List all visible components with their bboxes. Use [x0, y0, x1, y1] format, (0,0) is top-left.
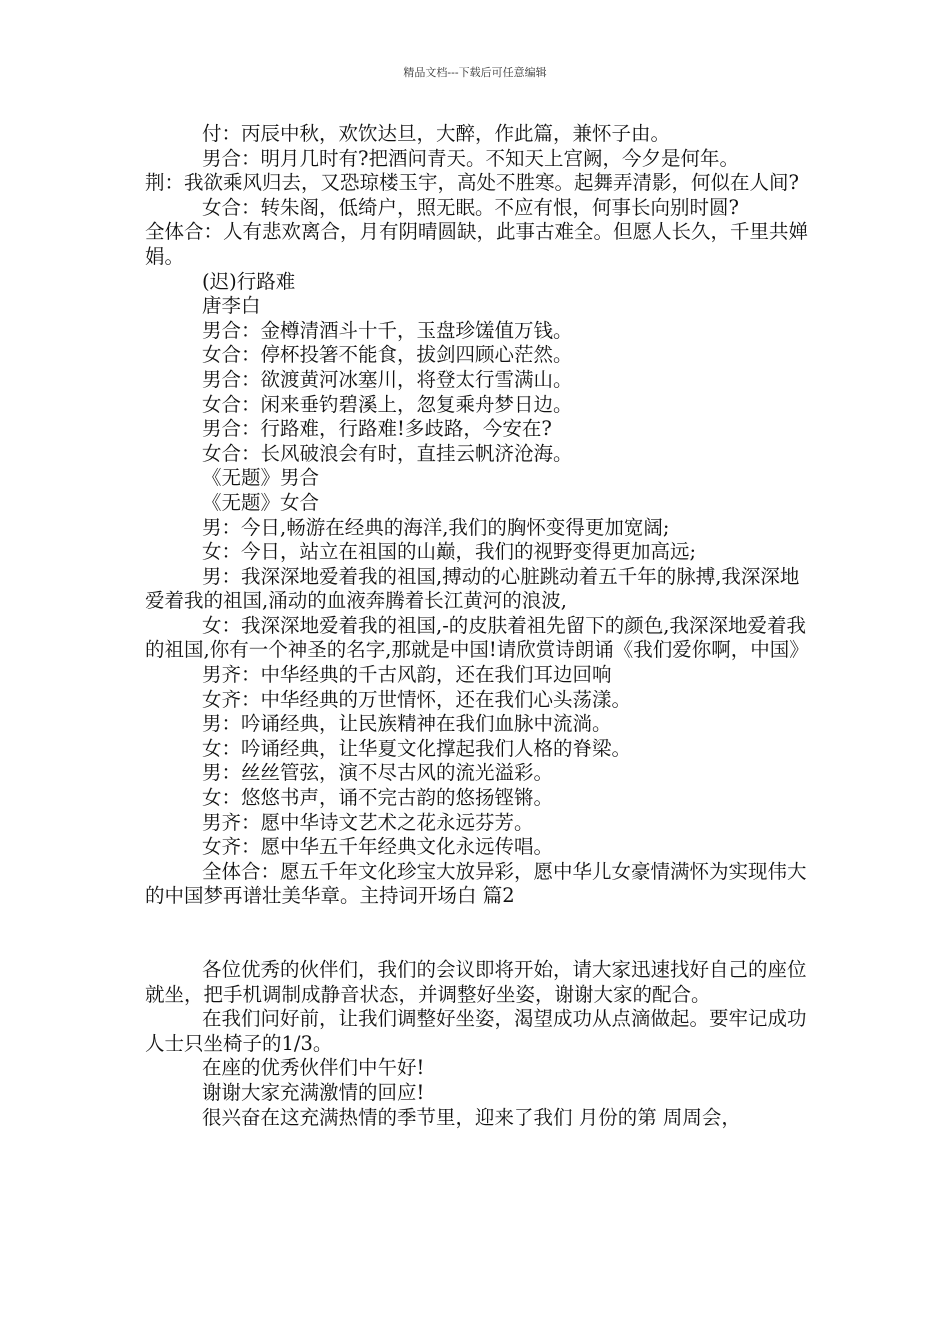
- paragraph: 男：丝丝管弦，演不尽古风的流光溢彩。: [202, 761, 554, 785]
- paragraph: 女合：转朱阁，低绮户，照无眠。不应有恨，何事长向别时圆?: [202, 195, 739, 219]
- paragraph: 女：悠悠书声，诵不完古韵的悠扬铿锵。: [202, 786, 554, 810]
- paragraph: 女合：长风破浪会有时，直挂云帆济沧海。: [202, 441, 573, 465]
- paragraph: 男合：金樽清酒斗十千，玉盘珍馐值万钱。: [202, 318, 573, 342]
- paragraph: 在座的优秀伙伴们中午好!: [202, 1056, 425, 1080]
- paragraph: 在我们问好前，让我们调整好坐姿，渴望成功从点滴做起。要牢记成功人士只坐椅子的1/3。: [145, 1007, 807, 1055]
- paragraph: 全体合：愿五千年文化珍宝大放异彩，愿中华儿女豪情满怀为实现伟大的中国梦再谱壮美华章。主持词开场白 篇2: [145, 859, 807, 908]
- paragraph: 女齐：中华经典的万世情怀，还在我们心头荡漾。: [202, 687, 632, 711]
- paragraph: 很兴奋在这充满热情的季节里，迎来了我们 月份的第 周周会，: [202, 1105, 741, 1129]
- paragraph: 男齐：中华经典的千古风韵，还在我们耳边回响: [202, 663, 612, 687]
- paragraph: 女齐：愿中华五千年经典文化永远传唱。: [202, 835, 554, 859]
- paragraph: 男：吟诵经典，让民族精神在我们血脉中流淌。: [202, 712, 612, 736]
- paragraph: 《无题》女合: [202, 490, 320, 514]
- paragraph: 谢谢大家充满激情的回应!: [202, 1080, 425, 1104]
- paragraph: 全体合：人有悲欢离合，月有阴晴圆缺，此事古难全。但愿人长久，千里共婵娟。: [145, 220, 809, 268]
- paragraph: 《无题》男合: [202, 466, 320, 490]
- paragraph: 男：今日,畅游在经典的海洋,我们的胸怀变得更加宽阔;: [202, 515, 670, 539]
- paragraph: 女合：闲来垂钓碧溪上，忽复乘舟梦日边。: [202, 392, 573, 416]
- paragraph: 男合：行路难，行路难!多歧路，今安在?: [202, 417, 552, 441]
- paragraph: 各位优秀的伙伴们，我们的会议即将开始，请大家迅速找好自己的座位就坐，把手机调制成静音状态，并调整好坐姿，谢谢大家的配合。: [145, 958, 807, 1006]
- paragraph: 男合：欲渡黄河冰塞川，将登太行雪满山。: [202, 367, 573, 391]
- paragraph-spacer: [145, 909, 815, 958]
- paragraph: 女：我深深地爱着我的祖国,-的皮肤着祖先留下的颜色,我深深地爱着我的祖国,你有一个神圣的名字,那就是中国!请欣赏诗朗诵《我们爱你啊，中国》: [145, 613, 809, 662]
- paragraph: 付：丙辰中秋，欢饮达旦，大醉，作此篇，兼怀子由。: [202, 122, 671, 145]
- paragraph: 男合：明月几时有?把酒问青天。不知天上宫阙，今夕是何年。: [202, 146, 739, 170]
- document-body: [145, 122, 815, 1130]
- paragraph: 荆：我欲乘风归去，又恐琼楼玉宇，高处不胜寒。起舞弄清影，何似在人间?: [145, 171, 799, 195]
- paragraph: 唐李白: [202, 294, 261, 318]
- paragraph: (迟)行路难: [202, 269, 296, 293]
- paragraph: 男齐：愿中华诗文艺术之花永远芬芳。: [202, 810, 534, 834]
- page-header: 精品文档---下载后可任意编辑: [403, 66, 547, 79]
- paragraph: 男：我深深地爱着我的祖国,搏动的心脏跳动着五千年的脉搏,我深深地爱着我的祖国,涌动的血液奔腾着长江黄河的浪波,: [145, 564, 800, 613]
- paragraph: 女：吟诵经典，让华夏文化撑起我们人格的脊梁。: [202, 736, 632, 760]
- paragraph: 女合：停杯投箸不能食，拔剑四顾心茫然。: [202, 343, 573, 367]
- paragraph: 女：今日，站立在祖国的山巅，我们的视野变得更加高远;: [202, 540, 697, 564]
